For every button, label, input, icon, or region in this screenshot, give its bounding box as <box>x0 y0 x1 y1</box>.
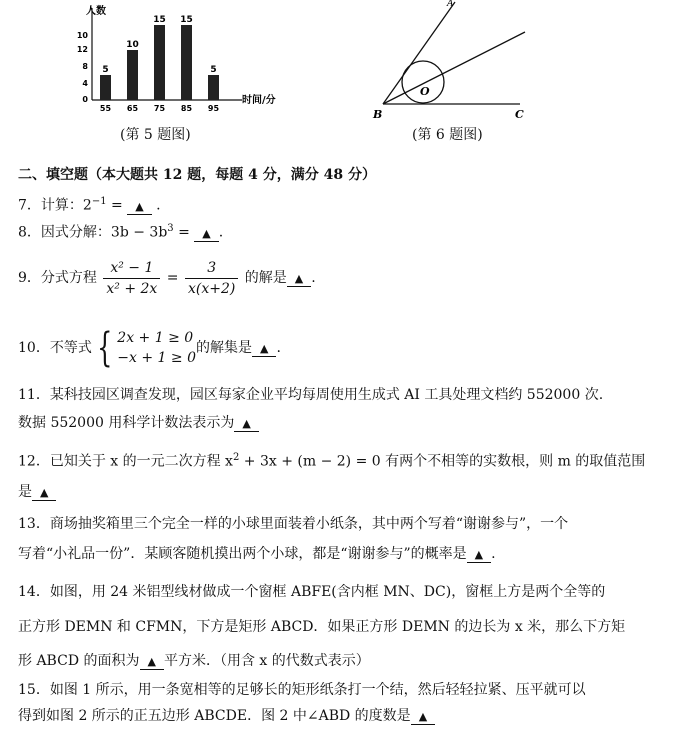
fig6-ray-bisector <box>383 32 525 104</box>
fig5-chart <box>70 0 300 118</box>
fig5-x-title: 时间/分 <box>242 95 276 106</box>
fig5-bar-value-label: 5 <box>210 65 217 75</box>
question-9: 9．分式方程 $\frac{\text{x² − 1}}{\text{x² + 2x}}$ = $\frac{3}{x(x+2)}$ 的解是 ▲ . <box>18 259 316 297</box>
answer-blank-11[interactable]: ▲ <box>234 417 258 432</box>
question-11-line2: 数据 552000 用科学计数法表示为 ▲ <box>18 413 259 433</box>
fig6-caption: (第 6 题图) <box>412 127 483 143</box>
answer-blank-12[interactable]: ▲ <box>32 486 56 501</box>
question-14-line2: 正方形 DEMN 和 CFMN，下方是矩形 ABCD．如果正方形 DEMN 的边长为 x 米，那么下方矩 <box>18 619 626 635</box>
question-12-line2: 是 ▲ <box>18 482 56 502</box>
fig5-bar-value-label: 10 <box>126 40 139 50</box>
fig5-bar-95 <box>208 75 219 100</box>
fig5-x-tick-label: 65 <box>126 104 139 113</box>
fig5-bar-value-label: 15 <box>180 15 193 25</box>
fig6-diagram <box>365 0 545 125</box>
fig5-x-tick-label: 95 <box>207 104 220 113</box>
fig5-y-tick-label: 10 <box>76 31 88 40</box>
question-11-line1: 11．某科技园区调查发现，园区每家企业平均每周使用生成式 AI 工具处理文档约 552000 次. <box>18 387 604 403</box>
fig5-y-tick-label: 8 <box>82 62 88 71</box>
fig5-bar-55 <box>100 75 111 100</box>
answer-blank-15[interactable]: ▲ <box>411 710 435 725</box>
fig5-x-tick-label: 75 <box>153 104 166 113</box>
question-15-line2: 得到如图 2 所示的正五边形 ABCDE．图 2 中∠ABD 的度数是 ▲ <box>18 706 435 726</box>
fig5-x-tick-label: 55 <box>99 104 112 113</box>
fig5-y-tick-label: 12 <box>76 45 88 54</box>
q9-left-fraction: $\frac{\text{x² − 1}}{\text{x² + 2x}}$ <box>103 258 160 299</box>
answer-blank-9[interactable]: ▲ <box>287 272 311 287</box>
question-8: 8．因式分解：$3b - 3b^3$ = ▲ . <box>18 223 224 241</box>
answer-blank-10[interactable]: ▲ <box>252 342 276 357</box>
question-14-line1: 14．如图，用 24 米铝型线材做成一个窗框 ABFE(含内框 MN、DC)，窗框上方是两个全等的 <box>18 584 606 600</box>
question-15-line1: 15．如图 1 所示，用一条宽相等的足够长的矩形纸条打一个结，然后轻轻拉紧、压平就可以 <box>18 682 586 698</box>
fig6-label-a: A <box>447 0 454 9</box>
fig6-label-b: B <box>373 108 383 121</box>
q10-system: 2x + 1 ≥ 0 −x + 1 ≥ 0 <box>117 330 196 366</box>
question-14-line3: 形 ABCD 的面积为 ▲ 平方米．（用含 x 的代数式表示） <box>18 653 370 669</box>
fig5-y-tick-label: 0 <box>82 95 88 104</box>
fig5-bar-value-label: 5 <box>102 65 109 75</box>
q10-brace: { <box>96 325 113 371</box>
fig5-x-tick-label: 85 <box>180 104 193 113</box>
section-title: 二、填空题（本大题共 12 题，每题 4 分，满分 48 分） <box>18 167 376 183</box>
q9-right-fraction: $\frac{3}{x(x+2)}$ <box>185 258 238 299</box>
question-13-line1: 13．商场抽奖箱里三个完全一样的小球里面装着小纸条，其中两个写着“谢谢参与”，一个 <box>18 516 569 532</box>
fig5-caption: (第 5 题图) <box>120 127 191 143</box>
fig6-ray-ba <box>383 2 455 104</box>
fig5-bar-65 <box>127 50 138 100</box>
answer-blank-13[interactable]: ▲ <box>467 548 491 563</box>
fig6-label-o: O <box>420 85 430 98</box>
answer-blank-14[interactable]: ▲ <box>140 655 164 670</box>
question-10: 10．不等式 { 2x + 1 ≥ 0 −x + 1 ≥ 0 的解集是 ▲ . <box>18 325 281 371</box>
fig5-y-tick-label: 4 <box>82 79 88 88</box>
fig5-y-title: 人数 <box>86 6 106 17</box>
question-13-line2: 写着“小礼品一份”．某顾客随机摸出两个小球，都是“谢谢参与”的概率是 ▲ . <box>18 546 496 562</box>
fig5-bar-value-label: 15 <box>153 15 166 25</box>
answer-blank-7[interactable]: ▲ <box>127 200 151 215</box>
fig5-bar-75 <box>154 25 165 100</box>
answer-blank-8[interactable]: ▲ <box>194 227 218 242</box>
question-12-line1: 12．已知关于 x 的一元二次方程 $x^2 + 3x + (m - 2) = 0$ 有两个不相等的实数根，则 m 的取值范围 <box>18 452 646 470</box>
fig6-label-c: C <box>515 108 524 121</box>
fig5-bar-85 <box>181 25 192 100</box>
question-7: 7．计算：$2^{-1}$ = ▲ . <box>18 196 161 214</box>
